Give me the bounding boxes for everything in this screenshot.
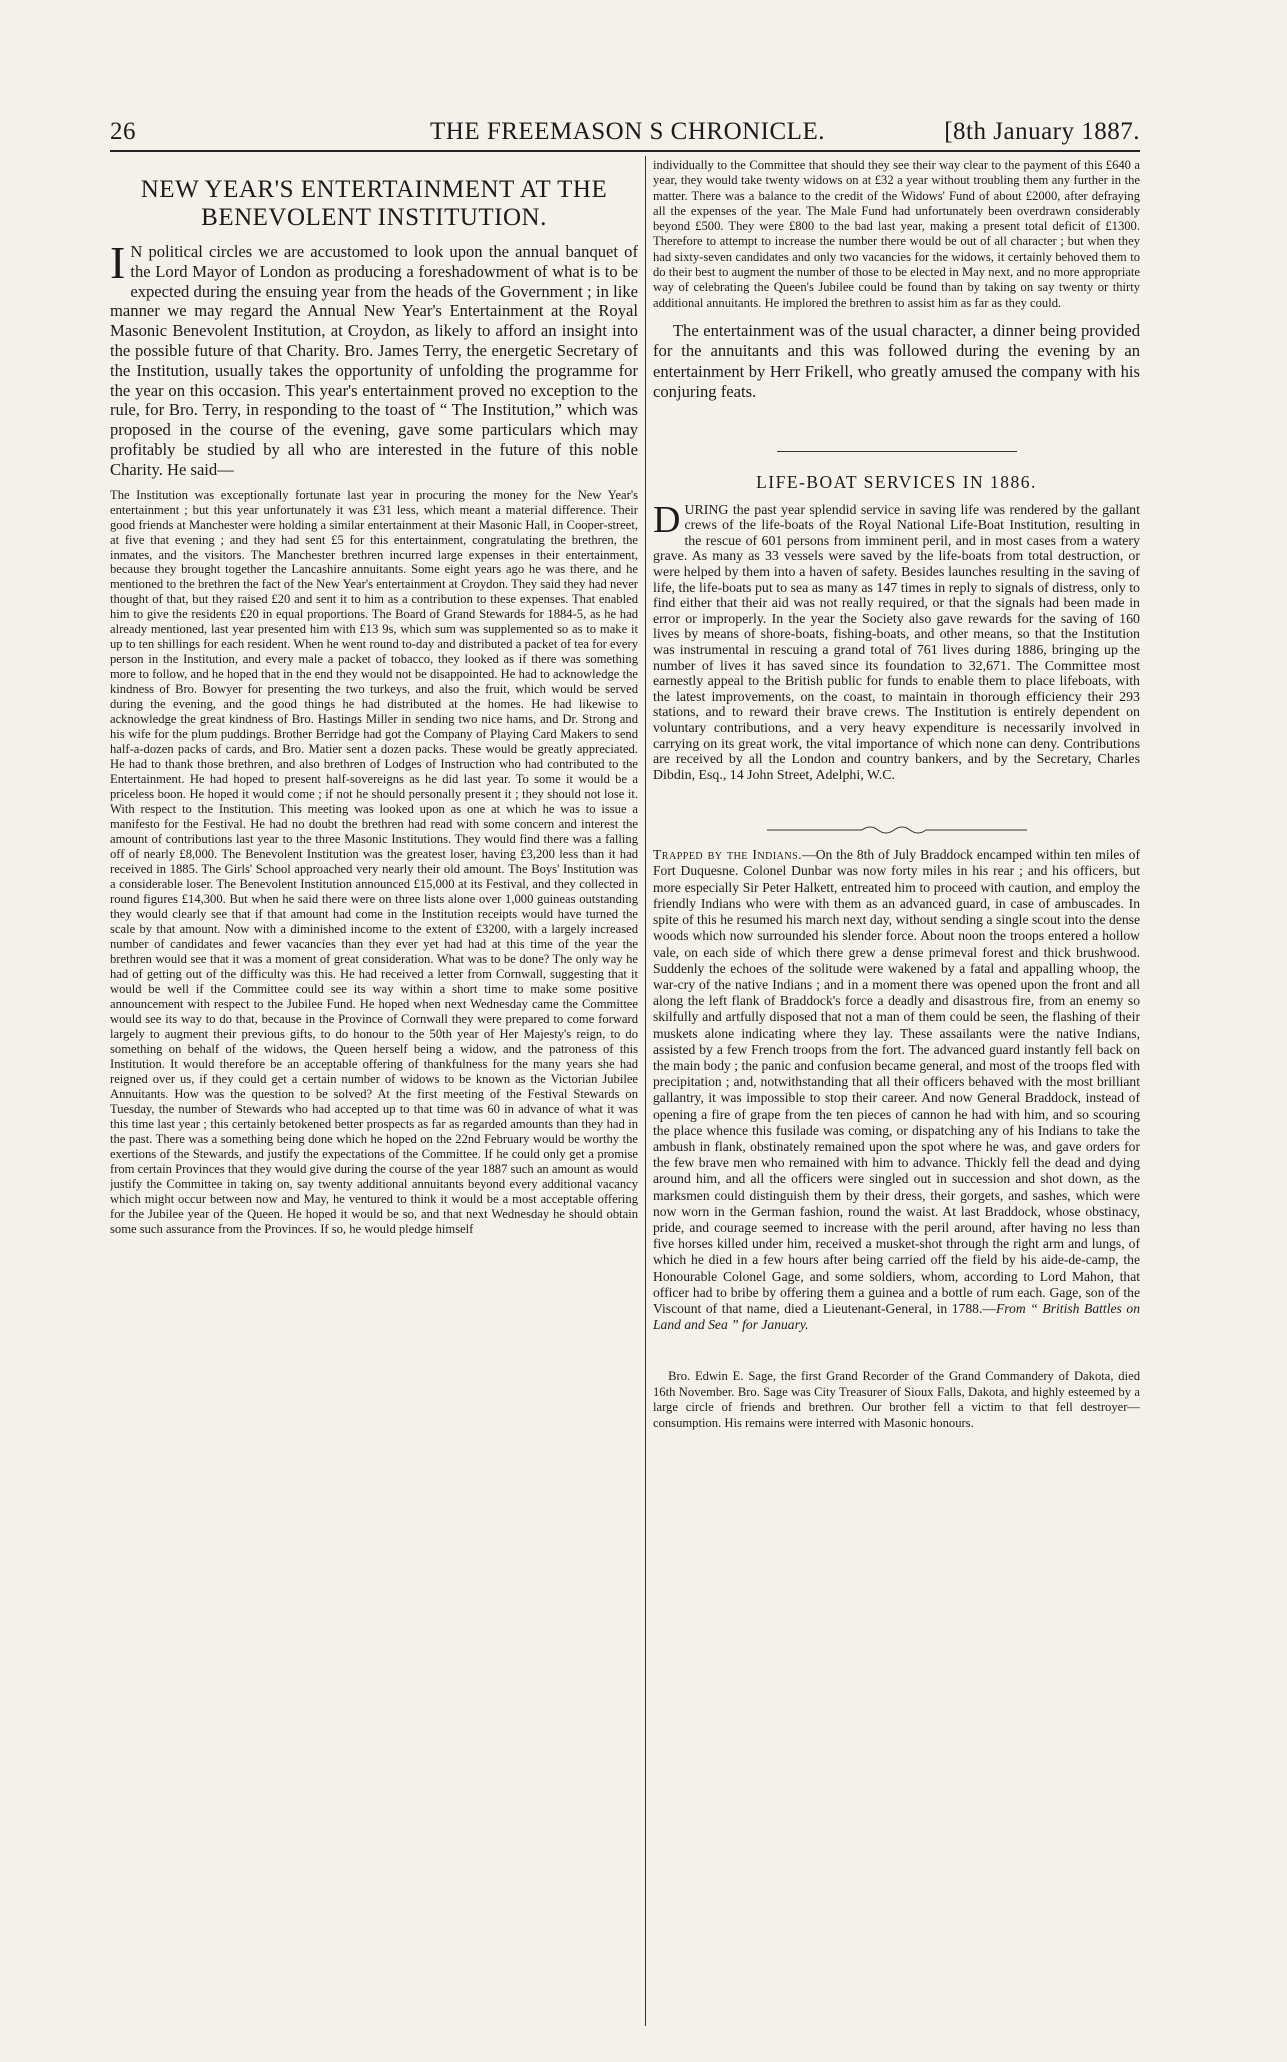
braddock-source: From “ British Battles on Land and Sea ” for January.: [653, 1300, 1140, 1333]
obituary-paragraph: Bro. Edwin E. Sage, the first Grand Recorder of the Grand Commandery of Dakota, died 16th November. Bro. Sage was City Treasurer of Sioux Falls, Dakota, and highly esteemed by a large circle of friends and brethren. Our brother fell a victim to that fell destroyer—consumption. His remains were interred with Masonic honours.: [653, 1369, 1140, 1430]
ornamental-rule: [767, 823, 1027, 837]
running-head: [110, 118, 1140, 148]
speech-report: The Institution was exceptionally fortunate last year in procuring the money for the New Year's entertainment ; but this year unfortunately it was £31 less, which meant a material difference. Their good friends at Manchester were holding a similar entertainment at their Masonic Hall, in Cooper-street, at five that evening ; and they had sent £5 for this entertainment, congratulating the brethren, the inmates, and the visitors. The Manchester brethren incurred large expenses in their entertainment, because they brought together the Lancashire annuitants. Some eight years ago he was there, and he mentioned to the brethren the fact of the New Year's entertainment at Croydon. They said they had never thought of that, but they raised £20 and sent it to him as a contribution to these expenses. That enabled him to give the residents £20 in equal proportions. The Board of Grand Stewards for 1884-5, as he had already mentioned, last year presented him with £13 9s, which sum was supplemented so as to make it up to ten shillings for each resident. When he went round to-day and distributed a packet of tea for every person in the Institution, and every male a packet of tobacco, they looked as if there was something more to follow, and he hoped that in the end they would not be disappointed. He had to acknowledge the kindness of Bro. Bowyer for presenting the two turkeys, and also the fruit, which would be served during the evening, and the good things he had distributed at the homes. He had likewise to acknowledge the great kindness of Bro. Hastings Miller in sending two nice hams, and Dr. Strong and his wife for the plum puddings. Brother Berridge had got the Company of Playing Card Makers to send half-a-dozen packs of cards, and Bro. Matier sent a dozen packs. These would be greatly appreciated. He had to thank those brethren, and also brethren of Lodges of Instruction who had contributed to the Entertainment. He had hoped to present half-sovereigns as he did last year. To some it would be a priceless boon. He hoped it would come ; if not he should personally present it ; they should not lose it. With respect to the Institution. This meeting was looked upon as one at which he was to issue a manifesto for the Festival. He had no doubt the brethren had read with some concern and interest the amount of contributions last year to the three Masonic Institutions. They would find there was a falling off of nearly £8,000. The Benevolent Institution was the greatest loser, having £3,200 less than it had received in 1885. The Girls' School approached very nearly their old amount. The Boys' Institution was a considerable loser. The Benevolent Institution announced £15,000 at its Festival, and they collected in round figures £14,300. But when he said there were on three lists alone over 1,000 guineas outstanding they would clearly see that if that amount had come in the Institution receipts would have turned the scale by that amount. Now with a diminished income to the extent of £3200, with a largely increased number of candidates and fewer vacancies than they ever yet had had at this time of the year the brethren would see that it was a moment of great consideration. What was to be done? The only way he had of getting out of the difficulty was this. He had received a letter from Cornwall, suggesting that it would be well if the Committee could see its way within a short time to make some positive announcement with respect to the Jubilee Fund. He hoped when next Wednesday came the Committee would see its way to do that, because in the Province of Cornwall they were prepared to come forward largely to augment their previous gifts, to do honour to the 50th year of Her Majesty's reign, to do something on behalf of the widows, the Queen herself being a widow, and the patroness of this Institution. It would therefore be an acceptable offering of thankfulness for the many years she had reigned over us, if they could get a certain number of widows to be known as the Victorian Jubilee Annuitants. How was the question to be solved? At the first meeting of the Festival Stewards on Tuesday, the number of Stewards who had accepted up to that time was 60 in advance of what it was this time last year ; this certainly betokened better prospects as far as regarded amounts than they had in the past. There was a something being done which he hoped on the 22nd February would be worthy the exertions of the Stewards, and justify the expectations of the Committee. If he could only get a promise from certain Provinces that they would give during the course of the year 1887 such an amount as would justify the Committee in taking on, say twenty additional annuitants beyond every additional vacancy which might occur between now and May, he ventured to think it would be a most acceptable offering for the Jubilee year of the Queen. He hoped it would be so, and that next Wednesday he should obtain some such assurance from the Provinces. If so, he would pledge himself: [110, 487, 638, 1236]
left-column: [110, 176, 638, 2036]
header-rule: [110, 150, 1140, 152]
article-title-benevolent: NEW YEAR'S ENTERTAINMENT AT THE BENEVOLENT INSTITUTION.: [140, 176, 608, 231]
column-rule: [645, 156, 646, 2026]
section-divider: [777, 451, 1017, 452]
speech-continuation: individually to the Committee that should they see their way clear to the payment of this £640 a year, they would take twenty widows on at £32 a year without troubling them any further in the matter. There was a balance to the credit of the Widows' Fund of about £2000, after defraying all the expenses of the year. The Male Fund had unfortunately been overdrawn considerably beyond £500. They were £800 to the bad last year, making a present total deficit of £1300. Therefore to attempt to increase the number there would be out of all character ; but when they had sixty-seven candidates and only two vacancies for the widows, it certainly behoved them to do their best to augment the number of those to be elected in May next, and no more appropriate way of celebrating the Queen's Jubilee could be found than by taking on say twenty or thirty additional annuitants. He implored the brethren to assist him as far as they could.: [653, 158, 1140, 310]
drop-cap-d: D: [653, 498, 681, 541]
braddock-paragraph: [653, 847, 1140, 1333]
lifeboat-text: URING the past year splendid service in saving life was rendered by the gallant crews of the life-boats of the Royal National Life-Boat Institution, resulting in the rescue of 601 persons from imminent peril, and in most cases from a watery grave. As many as 33 vessels were saved by the life-boats from total destruction, or were helped by them into a haven of safety. Besides launches resulting in the saving of life, the life-boats put to sea as many as 147 times in reply to signals of distress, only to find either that their aid was not really required, or that the signals had been made in error or improperly. In the year the Society also gave rewards for the saving of 160 lives by means of shore-boats, fishing-boats, and other means, so that the Institution was instrumental in rescuing a grand total of 761 lives during 1886, bringing up the number of lives it has saved since its foundation to 32,671. The Committee most earnestly appeal to the British public for funds to enable them to place lifeboats, with the latest improvements, on the coast, to maintain in thorough efficiency their 293 stations, and to reward their brave crews. The Institution is entirely dependent on voluntary contributions, and a very heavy expenditure is necessarily involved in carrying on its great work, the vital importance of which none can deny. Contributions are received by all the London and country bankers, and by the Secretary, Charles Dibdin, Esq., 14 John Street, Adelphi, W.C.: [653, 502, 1140, 783]
issue-date: [8th January 1887.: [944, 118, 1140, 145]
article-title-lifeboat: LIFE-BOAT SERVICES IN 1886.: [756, 471, 1037, 492]
lifeboat-paragraph: [653, 498, 1140, 784]
drop-cap: I: [110, 237, 126, 288]
braddock-text: —On the 8th of July Braddock encamped within ten miles of Fort Duquesne. Colonel Dunbar was now forty miles in his rear ; and his officers, but more especially Sir Peter Halkett, entreated him to proceed with caution, and employ the friendly Indians who were with them as an advanced guard, in case of ambuscades. In spite of this he resumed his march next day, without sending a single scout into the dense woods which now surrounded his slender force. About noon the troops entered a hollow vale, on each side of which there grew a dense primeval forest and thick brushwood. Suddenly the echoes of the solitude were wakened by a fatal and appalling whoop, the war-cry of the native Indians ; and in a moment there was opened upon the front and all along the left flank of Braddock's force a deadly and disastrous fire, from an enemy so skilfully and artfully disposed that not a man of them could be seen, the flashing of their muskets alone indicating where they lay. These assailants were the native Indians, assisted by a few French troops from the fort. The advanced guard instantly fell back on the main body ; the panic and confusion became general, and most of the troops fled with precipitation ; and, notwithstanding that all their officers behaved with the most brilliant gallantry, it was impossible to stop their career. And now General Braddock, instead of opening a fire of grape from the ten pieces of cannon he had with him, and so scouring the place whence this fusilade was coming, or dispatching any of his Indians to take the ambush in flank, obstinately remained upon the spot where he was, and gave orders for the few brave men who remained with him to advance. Thickly fell the dead and dying around him, and all the officers were singled out in succession and shot down, as the marksmen could distinguish them by their dress, their gorgets, and sashes, which were now worn in the German fashion, round the waist. At last Braddock, whose obstinacy, pride, and courage seemed to increase with the peril around, after having no less than five horses killed under him, received a musket-shot through the right arm and lungs, of which he died in a few hours after being carried off the field by his aide-de-camp, the Honourable Colonel Gage, and some soldiers, whom, according to Lord Mahon, that officer had to bribe by offering them a guinea and a bottle of rum each. Gage, son of the Viscount of that name, died a Lieutenant-General, in 1788.—: [653, 847, 1140, 1316]
braddock-heading: Trapped by the Indians.: [653, 847, 803, 863]
lead-paragraph: [110, 237, 638, 480]
masthead: THE FREEMASON S CHRONICLE.: [430, 118, 825, 145]
right-column: [653, 158, 1140, 2028]
lead-text: N political circles we are accustomed to look upon the annual banquet of the Lord Mayor of London as producing a foreshadowment of what is to be expected during the ensuing year from the heads of the Government ; in like manner we may regard the Annual New Year's Entertainment at the Royal Masonic Benevolent Institution, at Croydon, as likely to afford an insight into the possible future of that Charity. Bro. James Terry, the energetic Secretary of the Institution, usually takes the opportunity of unfolding the programme for the year on this occasion. This year's entertainment proved no exception to the rule, for Bro. Terry, in responding to the toast of “ The Institution,” which was proposed in the course of the evening, gave some particulars which may profitably be studied by all who are interested in the future of this noble Charity. He said—: [110, 242, 638, 479]
dinner-paragraph: The entertainment was of the usual character, a dinner being provided for the annuitants and this was followed during the evening by an entertainment by Herr Frikell, who greatly amused the company with his conjuring feats.: [653, 320, 1140, 402]
page-number: 26: [110, 118, 136, 145]
